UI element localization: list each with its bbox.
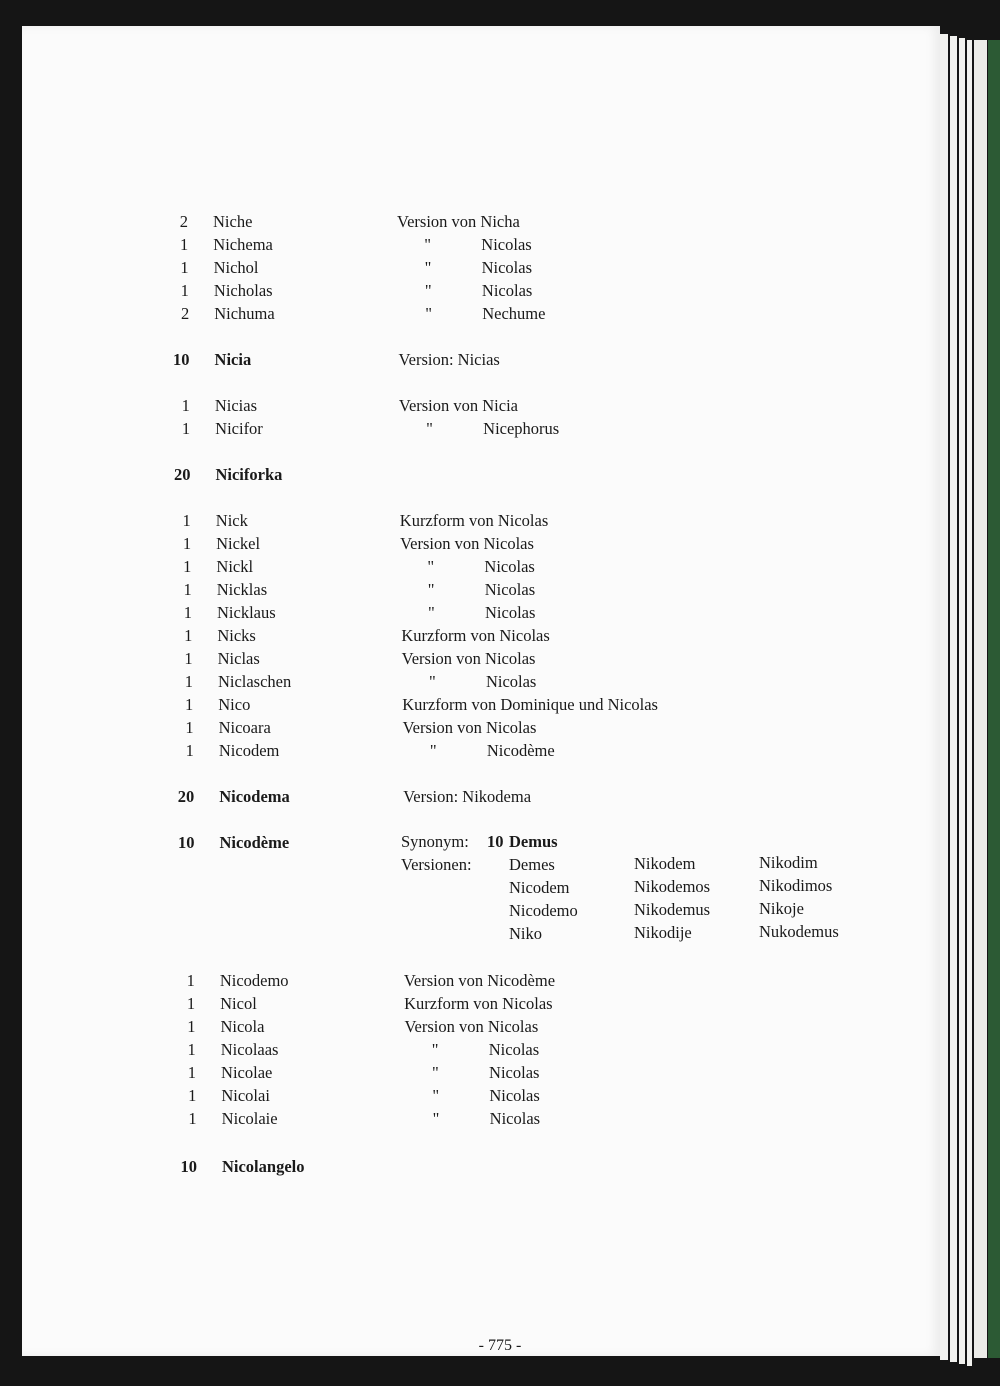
entry-name: Nicifor (215, 419, 263, 438)
entry-description: Nicolas (489, 1086, 540, 1105)
entry-count: 20 (173, 465, 191, 484)
ditto-mark: " (432, 1086, 440, 1105)
entry-count: 1 (184, 672, 193, 691)
entry-name: Nicolangelo (221, 1157, 305, 1176)
ditto-mark: " (425, 304, 432, 323)
entry-name: Niche (213, 212, 253, 231)
ditto-mark: " (431, 1040, 439, 1059)
versions-label: Versionen: (401, 855, 472, 874)
entry-description: Nicodème (486, 741, 555, 760)
version-name: Niko (509, 924, 542, 943)
entry-name: Nicodema (219, 787, 290, 806)
entry-name: Nicodème (219, 833, 290, 852)
entry-name: Nicklas (216, 580, 268, 599)
entry-description: Nicolas (481, 235, 532, 254)
entry-count: 1 (187, 1063, 197, 1082)
entry-description: Nicolas (481, 281, 533, 300)
entry-count: 1 (185, 741, 194, 760)
entry-count: 1 (188, 1086, 197, 1105)
ditto-mark: " (426, 419, 433, 438)
entry-count: 1 (183, 557, 192, 576)
entry-description: Version von Nicolas (401, 649, 536, 668)
entry-description: Version von Nicolas (400, 534, 534, 553)
page-edge (940, 34, 948, 1360)
entry-count: 1 (183, 603, 193, 622)
entry-description: Nicolas (488, 1040, 540, 1059)
entry-name: Nicodem (218, 741, 280, 760)
entry-count: 1 (185, 695, 194, 714)
entry-name: Nichuma (214, 304, 275, 323)
ditto-mark: " (424, 281, 432, 300)
page-edge (959, 38, 965, 1364)
entry-name: Nickel (216, 534, 261, 553)
entry-description: Version von Nicha (397, 212, 520, 231)
page-edge (974, 40, 987, 1358)
ditto-mark: " (428, 603, 435, 622)
entry-description: Nicolas (489, 1063, 540, 1082)
page-edge (967, 40, 972, 1366)
entry-count: 20 (177, 787, 195, 806)
entry-name: Nicola (220, 1017, 265, 1036)
entry-description: Nicolas (489, 1109, 541, 1128)
entry-count: 1 (187, 1040, 196, 1059)
entry-description: Nicolas (484, 557, 535, 576)
entry-description: Version: Nikodema (403, 787, 532, 806)
entry-name: Nicholas (213, 281, 273, 300)
entry-description: Nicolas (485, 672, 537, 691)
entry-name: Niclas (217, 649, 260, 668)
entry-description: Kurzform von Nicolas (401, 626, 550, 645)
synonym-count: 10 (487, 832, 504, 851)
entry-name: Nick (215, 511, 248, 530)
ditto-mark: " (432, 1063, 439, 1082)
version-name: Nikodije (634, 923, 692, 942)
entry-name: Niciforka (215, 465, 283, 484)
synonym-label: Synonym: (401, 832, 469, 851)
entry-description: Version von Nicia (398, 396, 519, 415)
entry-name: Nicolai (221, 1086, 270, 1105)
entry-count: 1 (187, 1017, 196, 1036)
version-name: Nikodemos (634, 877, 711, 896)
entry-count: 1 (181, 396, 190, 415)
ditto-mark: " (424, 235, 432, 254)
version-name: Nikodim (759, 853, 818, 872)
entry-description: Kurzform von Nicolas (399, 511, 549, 530)
entry-name: Nichema (213, 235, 273, 254)
entry-name: Nicolaie (221, 1109, 278, 1128)
page-edge (950, 36, 957, 1362)
version-name: Nukodemus (759, 922, 839, 941)
entry-count: 1 (186, 971, 195, 990)
version-name: Nicodemo (509, 901, 578, 920)
entry-description: Nicolas (485, 603, 536, 622)
entry-count: 1 (182, 511, 191, 530)
ditto-mark: " (429, 741, 437, 760)
entry-description: Version von Nicolas (402, 718, 537, 737)
entry-name: Nicoara (218, 718, 271, 737)
page-number: - 775 - (478, 1337, 522, 1354)
entry-name: Nicolaas (220, 1040, 279, 1059)
entry-description: Version: Nicias (398, 350, 500, 369)
ditto-mark: " (428, 672, 436, 691)
entry-count: 2 (180, 304, 190, 323)
entry-name: Nicol (220, 994, 257, 1013)
entry-name: Nicolae (221, 1063, 273, 1082)
entry-count: 1 (180, 281, 189, 300)
entry-description: Nechume (482, 304, 546, 323)
entry-description: Nicephorus (483, 419, 560, 438)
entry-count: 1 (180, 235, 189, 254)
ditto-mark: " (427, 580, 435, 599)
entry-description: Nicolas (481, 258, 533, 277)
entry-count: 1 (184, 626, 193, 645)
synonym-name: Demus (509, 832, 558, 851)
entry-count: 10 (173, 350, 190, 369)
ditto-mark: " (427, 557, 435, 576)
entry-count: 1 (183, 580, 192, 599)
entry-name: Nicks (217, 626, 256, 645)
entry-name: Nicias (214, 396, 258, 415)
entry-count: 1 (188, 1109, 197, 1128)
entry-count: 1 (186, 994, 196, 1013)
entry-name: Nicodemo (219, 971, 289, 990)
entry-description: Nicolas (484, 580, 536, 599)
ditto-mark: " (432, 1109, 440, 1128)
version-name: Nikodem (634, 854, 696, 873)
version-name: Nikodimos (759, 876, 833, 895)
ditto-mark: " (424, 258, 432, 277)
entry-description: Kurzform von Dominique und Nicolas (402, 695, 658, 714)
entry-count: 1 (181, 419, 191, 438)
entry-name: Niclaschen (217, 672, 292, 691)
entry-count: 10 (178, 833, 195, 852)
entry-description: Version von Nicolas (404, 1017, 539, 1036)
version-name: Nikodemus (634, 900, 711, 919)
entry-name: Nichol (213, 258, 259, 277)
version-name: Nicodem (509, 878, 570, 897)
entry-count: 1 (184, 649, 193, 668)
entry-name: Nickl (216, 557, 254, 576)
entry-count: 1 (185, 718, 194, 737)
version-name: Demes (509, 855, 555, 874)
entry-name: Nico (218, 695, 251, 714)
entry-count: 1 (182, 534, 192, 553)
book-cover-edge (988, 40, 1000, 1358)
entry-count: 10 (180, 1157, 197, 1176)
version-name: Nikoje (759, 899, 804, 918)
entry-count: 1 (180, 258, 189, 277)
entry-count: 2 (179, 212, 188, 231)
entry-description: Version von Nicodème (403, 971, 556, 990)
entry-description: Kurzform von Nicolas (404, 994, 553, 1013)
entry-name: Nicklaus (217, 603, 276, 622)
entry-name: Nicia (214, 350, 252, 369)
